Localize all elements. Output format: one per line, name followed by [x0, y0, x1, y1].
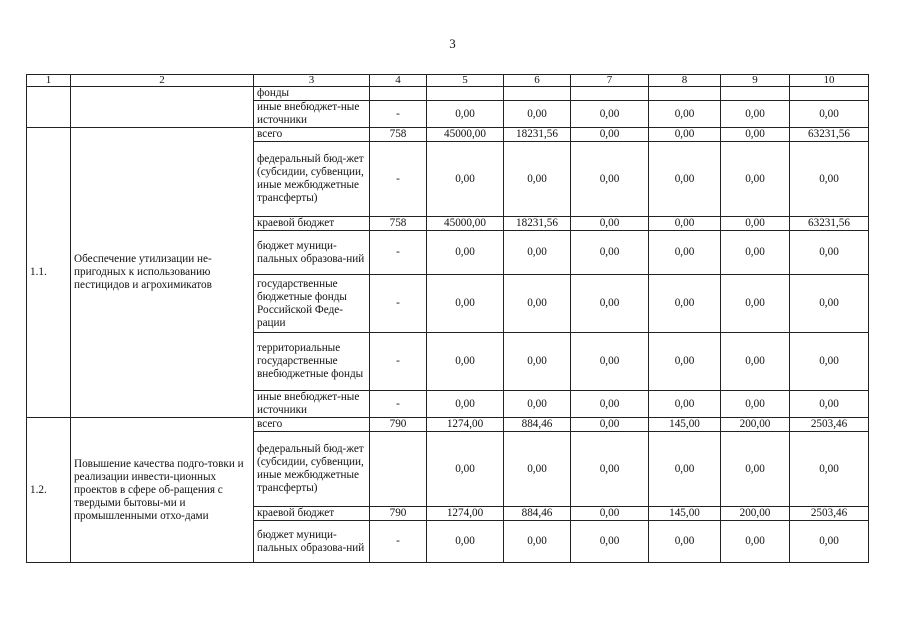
- value-cell: -: [370, 521, 427, 563]
- value-cell: -: [370, 275, 427, 333]
- header-cell: 7: [571, 75, 649, 87]
- header-cell: 4: [370, 75, 427, 87]
- funding-source: федеральный бюд-жет (субсидии, субвенции, иные межбюджетные трансферты): [254, 432, 370, 507]
- value-cell: 0,00: [571, 432, 649, 507]
- value-cell: 0,00: [571, 333, 649, 391]
- value-cell: 0,00: [571, 418, 649, 432]
- value-cell: 0,00: [649, 521, 721, 563]
- item-code: 1.2.: [27, 418, 71, 563]
- value-cell: 0,00: [571, 217, 649, 231]
- funding-source: всего: [254, 418, 370, 432]
- value-cell: 0,00: [571, 521, 649, 563]
- funding-source: краевой бюджет: [254, 217, 370, 231]
- header-cell: 10: [790, 75, 869, 87]
- value-cell: 884,46: [504, 507, 571, 521]
- value-cell: 145,00: [649, 507, 721, 521]
- value-cell: 0,00: [649, 432, 721, 507]
- value-cell: [721, 87, 790, 101]
- value-cell: 0,00: [649, 275, 721, 333]
- value-cell: 0,00: [721, 101, 790, 128]
- value-cell: 0,00: [571, 275, 649, 333]
- value-cell: 0,00: [427, 101, 504, 128]
- value-cell: 1274,00: [427, 418, 504, 432]
- funding-source: иные внебюджет-ные источники: [254, 101, 370, 128]
- value-cell: 63231,56: [790, 217, 869, 231]
- item-name: Повышение качества подго-товки и реализации инвести-ционных проектов в сфере об-ращения с твердыми бытовы-ми и промышленными отхо-дами: [71, 418, 254, 563]
- value-cell: 0,00: [571, 128, 649, 142]
- page-number: 3: [449, 36, 456, 51]
- value-cell: 0,00: [649, 333, 721, 391]
- value-cell: [370, 87, 427, 101]
- value-cell: -: [370, 391, 427, 418]
- value-cell: 0,00: [571, 391, 649, 418]
- value-cell: 0,00: [721, 128, 790, 142]
- value-cell: -: [370, 101, 427, 128]
- value-cell: 0,00: [790, 142, 869, 217]
- value-cell: [571, 87, 649, 101]
- header-cell: 8: [649, 75, 721, 87]
- item-code: 1.1.: [27, 128, 71, 418]
- value-cell: 0,00: [649, 101, 721, 128]
- funding-source: государственные бюджетные фонды Российской Феде-рации: [254, 275, 370, 333]
- value-cell: 0,00: [427, 142, 504, 217]
- value-cell: 0,00: [571, 101, 649, 128]
- funding-source: бюджет муници-пальных образова-ний: [254, 521, 370, 563]
- value-cell: 0,00: [504, 432, 571, 507]
- table-row: [27, 418, 869, 432]
- header-cell: 5: [427, 75, 504, 87]
- value-cell: 0,00: [790, 275, 869, 333]
- value-cell: 0,00: [504, 521, 571, 563]
- value-cell: 0,00: [571, 231, 649, 275]
- funding-source: бюджет муници-пальных образова-ний: [254, 231, 370, 275]
- value-cell: 0,00: [721, 521, 790, 563]
- value-cell: 0,00: [427, 521, 504, 563]
- value-cell: 0,00: [790, 101, 869, 128]
- value-cell: 45000,00: [427, 128, 504, 142]
- value-cell: 0,00: [721, 217, 790, 231]
- value-cell: 2503,46: [790, 507, 869, 521]
- value-cell: 0,00: [721, 142, 790, 217]
- value-cell: [790, 87, 869, 101]
- value-cell: 0,00: [790, 432, 869, 507]
- value-cell: 18231,56: [504, 217, 571, 231]
- value-cell: 0,00: [427, 391, 504, 418]
- value-cell: 200,00: [721, 507, 790, 521]
- item-name: Обеспечение утилизации не-пригодных к использованию пестицидов и агрохимикатов: [71, 128, 254, 418]
- value-cell: 0,00: [427, 432, 504, 507]
- value-cell: 0,00: [504, 391, 571, 418]
- value-cell: 758: [370, 217, 427, 231]
- value-cell: 0,00: [649, 128, 721, 142]
- value-cell: 0,00: [649, 391, 721, 418]
- value-cell: 0,00: [504, 275, 571, 333]
- value-cell: 0,00: [649, 142, 721, 217]
- header-cell: 6: [504, 75, 571, 87]
- value-cell: 0,00: [721, 333, 790, 391]
- value-cell: 0,00: [504, 231, 571, 275]
- value-cell: -: [370, 333, 427, 391]
- value-cell: 790: [370, 418, 427, 432]
- value-cell: [427, 87, 504, 101]
- value-cell: 0,00: [790, 521, 869, 563]
- value-cell: 0,00: [427, 275, 504, 333]
- table-row: [27, 87, 869, 101]
- header-cell: 2: [71, 75, 254, 87]
- value-cell: [370, 432, 427, 507]
- table-body: [27, 75, 869, 563]
- value-cell: [649, 87, 721, 101]
- value-cell: [504, 87, 571, 101]
- value-cell: 884,46: [504, 418, 571, 432]
- value-cell: 0,00: [427, 231, 504, 275]
- header-cell: 9: [721, 75, 790, 87]
- funding-source: краевой бюджет: [254, 507, 370, 521]
- funding-source: всего: [254, 128, 370, 142]
- funding-source: территориальные государственные внебюджетные фонды: [254, 333, 370, 391]
- value-cell: 0,00: [790, 231, 869, 275]
- value-cell: 0,00: [790, 333, 869, 391]
- value-cell: 0,00: [649, 217, 721, 231]
- header-cell: 3: [254, 75, 370, 87]
- value-cell: 758: [370, 128, 427, 142]
- value-cell: 0,00: [721, 275, 790, 333]
- value-cell: 1274,00: [427, 507, 504, 521]
- budget-table: [26, 74, 869, 563]
- value-cell: 0,00: [571, 507, 649, 521]
- value-cell: 145,00: [649, 418, 721, 432]
- funding-source: фонды: [254, 87, 370, 101]
- item-code: [27, 87, 71, 128]
- value-cell: 2503,46: [790, 418, 869, 432]
- header-cell: 1: [27, 75, 71, 87]
- value-cell: 0,00: [427, 333, 504, 391]
- value-cell: 0,00: [721, 231, 790, 275]
- funding-source: федеральный бюд-жет (субсидии, субвенции, иные межбюджетные трансферты): [254, 142, 370, 217]
- value-cell: 0,00: [504, 333, 571, 391]
- item-name: [71, 87, 254, 128]
- value-cell: 0,00: [571, 142, 649, 217]
- value-cell: 0,00: [504, 142, 571, 217]
- value-cell: 790: [370, 507, 427, 521]
- value-cell: 63231,56: [790, 128, 869, 142]
- value-cell: 0,00: [721, 432, 790, 507]
- funding-source: иные внебюджет-ные источники: [254, 391, 370, 418]
- value-cell: 0,00: [649, 231, 721, 275]
- value-cell: -: [370, 142, 427, 217]
- header-row: [27, 75, 869, 87]
- value-cell: 200,00: [721, 418, 790, 432]
- value-cell: -: [370, 231, 427, 275]
- value-cell: 0,00: [790, 391, 869, 418]
- table-row: [27, 128, 869, 142]
- value-cell: 18231,56: [504, 128, 571, 142]
- value-cell: 0,00: [504, 101, 571, 128]
- value-cell: 45000,00: [427, 217, 504, 231]
- value-cell: 0,00: [721, 391, 790, 418]
